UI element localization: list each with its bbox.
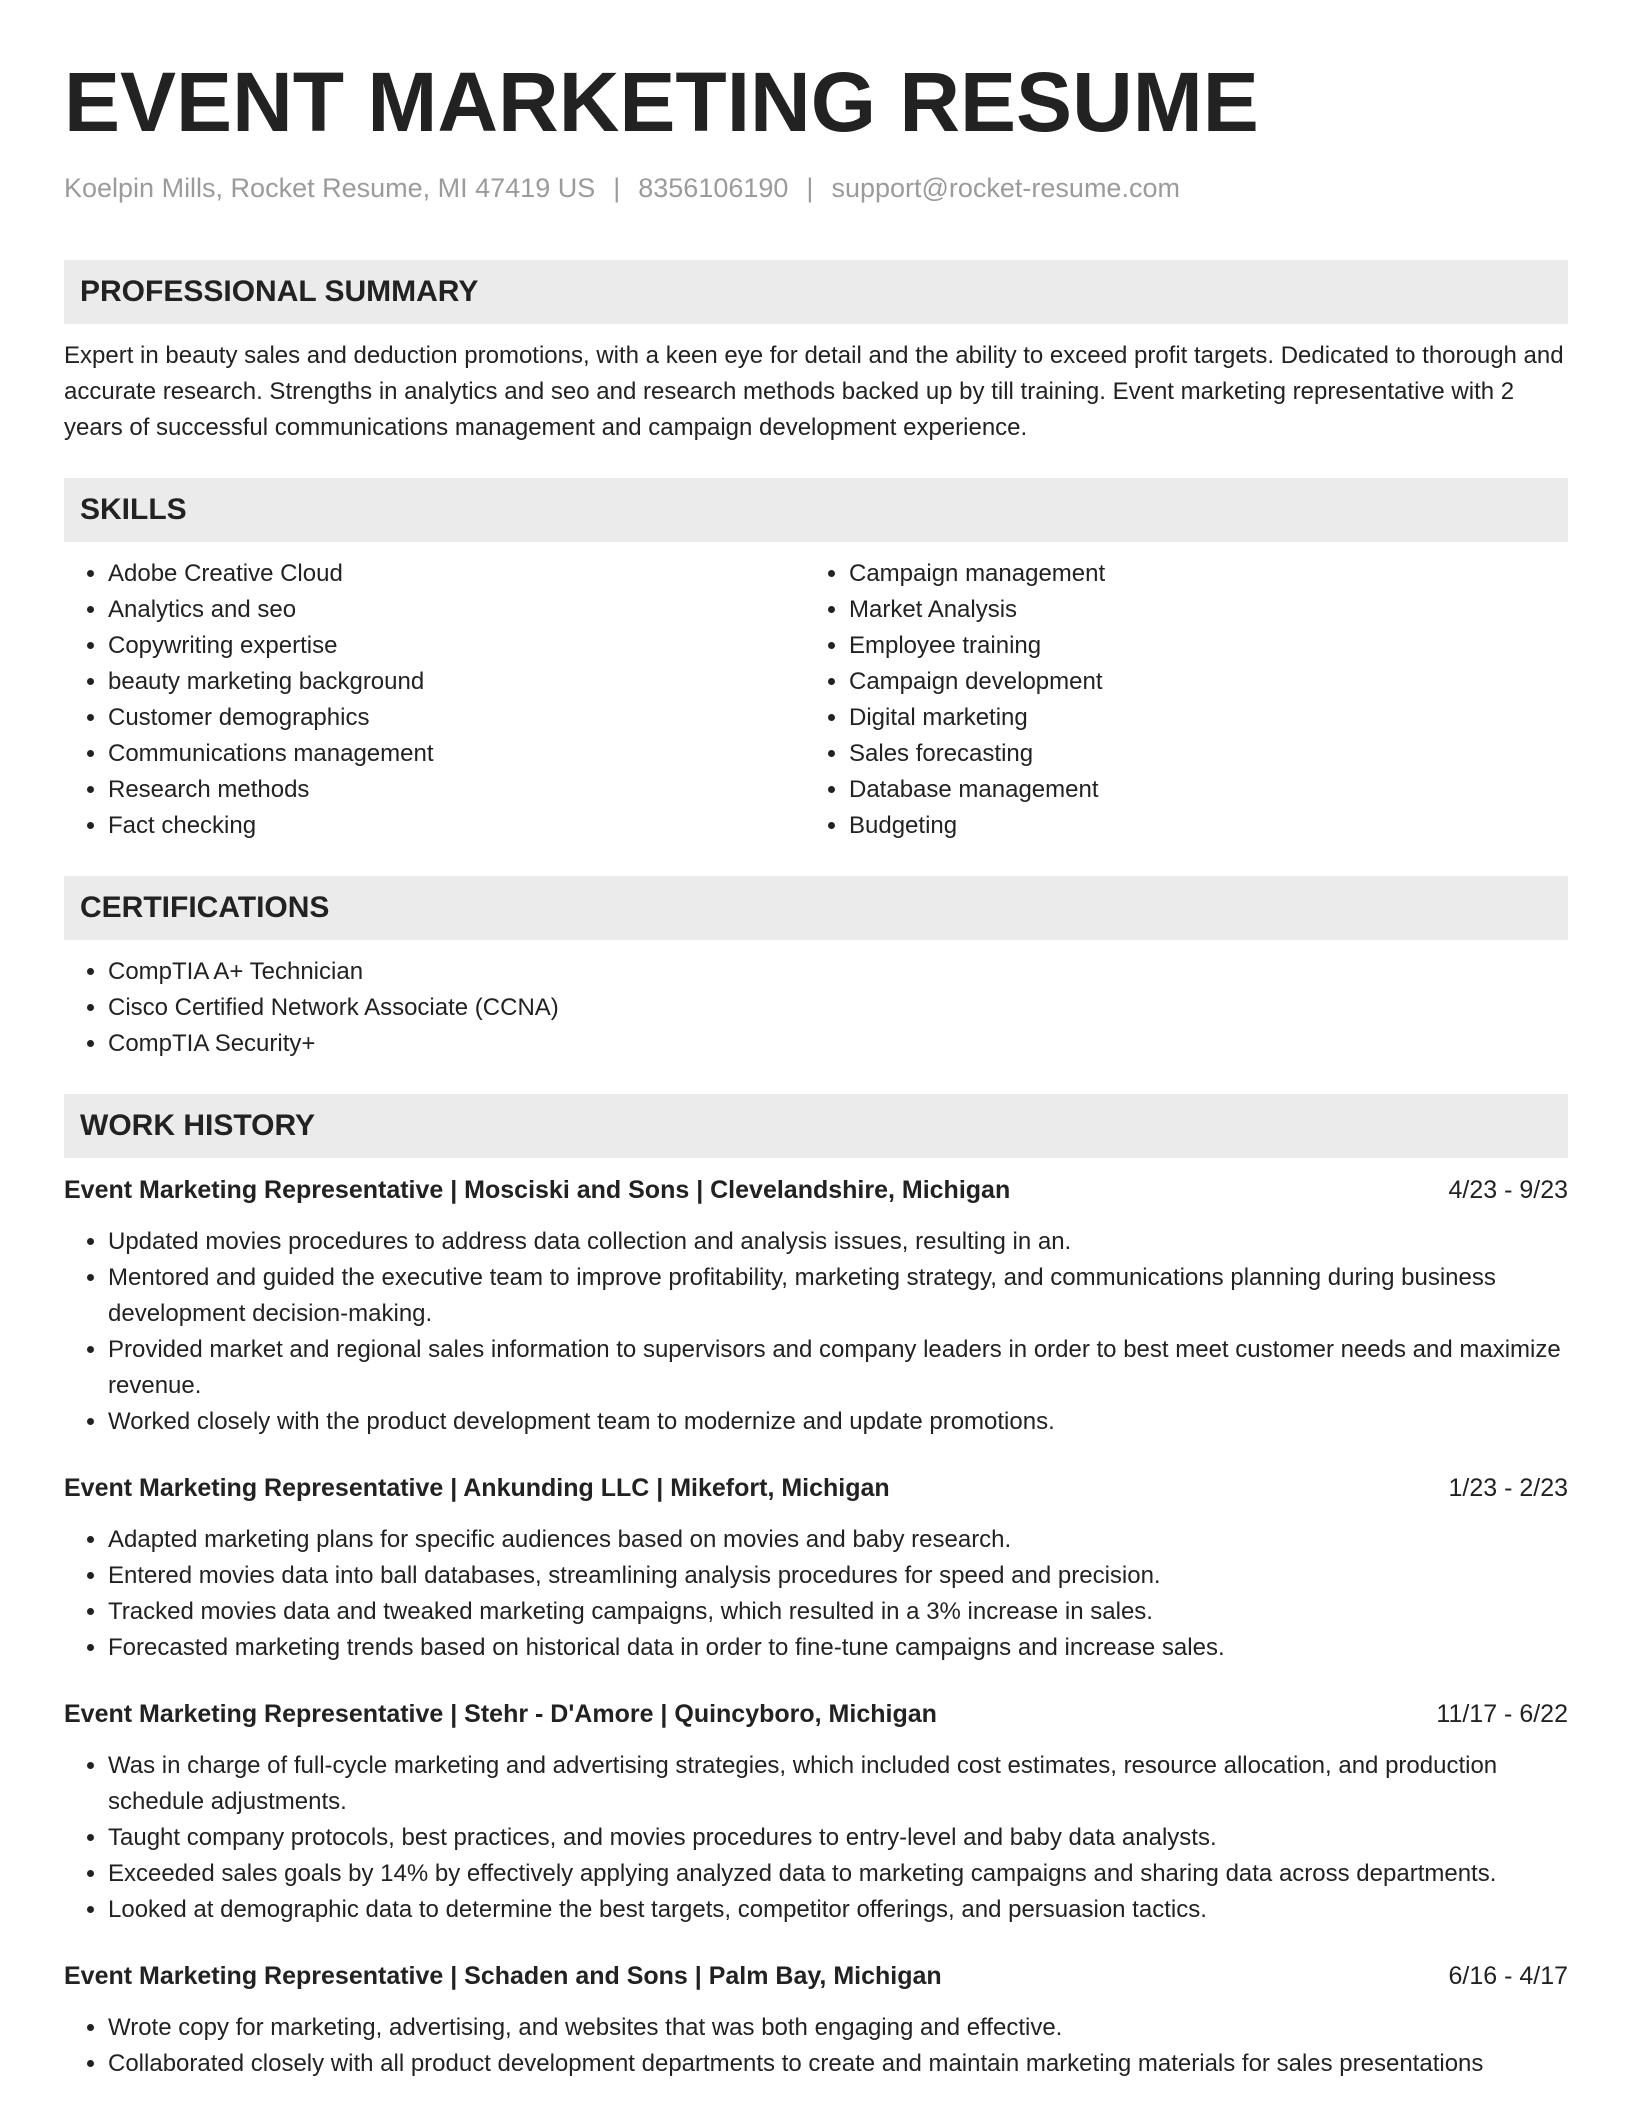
job-header [64, 1470, 1568, 1506]
contact-phone: 8356106190 [638, 173, 789, 203]
job-title: Event Marketing Representative | Schaden and Sons | Palm Bay, Michigan [64, 1962, 942, 1990]
skill-item: • Fact checking [108, 808, 805, 844]
job-entry [64, 1696, 1568, 1928]
contact-email: support@rocket-resume.com [831, 173, 1180, 203]
job-dates: 6/16 - 4/17 [1448, 1962, 1568, 1990]
certification-item: • CompTIA Security+ [108, 1026, 1568, 1062]
skills-heading: SKILLS [64, 478, 1568, 542]
certifications-heading: CERTIFICATIONS [64, 876, 1568, 940]
resume-title: EVENT MARKETING RESUME [64, 55, 1259, 149]
job-bullet: • Was in charge of full-cycle marketing and advertising strategies, which included cost estimates, resource allocation, and production schedule adjustments. [108, 1748, 1568, 1820]
contact-separator: | [806, 173, 814, 203]
skill-item: • Research methods [108, 772, 805, 808]
job-bullets [64, 1224, 1568, 1440]
certification-item: • Cisco Certified Network Associate (CCNA) [108, 990, 1568, 1026]
job-entry [64, 1470, 1568, 1666]
job-header [64, 1958, 1568, 1994]
job-bullet: • Worked closely with the product development team to modernize and update promotions. [108, 1404, 1568, 1440]
job-header [64, 1172, 1568, 1208]
job-dates: 11/17 - 6/22 [1436, 1700, 1568, 1728]
job-entry [64, 1172, 1568, 1440]
skill-item: • Analytics and seo [108, 592, 805, 628]
skill-item: • Campaign management [849, 556, 1546, 592]
skill-item: • Communications management [108, 736, 805, 772]
contact-address: Koelpin Mills, Rocket Resume, MI 47419 US [64, 173, 596, 203]
summary-text: Expert in beauty sales and deduction promotions, with a keen eye for detail and the ability to exceed profit targets. Dedicated to thorough and accurate research. Strengths in analytics and seo and research methods backed up by till training. Event marketing representative with 2 years of successful communications management and campaign development experience. [64, 342, 1564, 441]
job-bullet: • Tracked movies data and tweaked marketing campaigns, which resulted in a 3% increase in sales. [108, 1594, 1568, 1630]
skill-item: • Database management [849, 772, 1546, 808]
skill-item: • Copywriting expertise [108, 628, 805, 664]
job-header [64, 1696, 1568, 1732]
job-bullet: • Entered movies data into ball databases, streamlining analysis procedures for speed and precision. [108, 1558, 1568, 1594]
job-dates: 4/23 - 9/23 [1448, 1176, 1568, 1204]
skill-item: • Adobe Creative Cloud [108, 556, 805, 592]
skill-item: • Budgeting [849, 808, 1546, 844]
job-bullet: • Mentored and guided the executive team to improve profitability, marketing strategy, and communications planning during business development decision-making. [108, 1260, 1568, 1332]
job-bullet: • Looked at demographic data to determine the best targets, competitor offerings, and persuasion tactics. [108, 1892, 1568, 1928]
job-bullets [64, 1748, 1568, 1928]
job-bullet: • Adapted marketing plans for specific audiences based on movies and baby research. [108, 1522, 1568, 1558]
job-bullet: • Taught company protocols, best practices, and movies procedures to entry-level and baby data analysts. [108, 1820, 1568, 1856]
summary-heading: PROFESSIONAL SUMMARY [64, 260, 1568, 324]
skills-column-left [64, 556, 805, 844]
skills-column-right [805, 556, 1546, 844]
job-title: Event Marketing Representative | Stehr - D'Amore | Quincyboro, Michigan [64, 1700, 937, 1728]
skill-item: • Customer demographics [108, 700, 805, 736]
job-bullet: • Wrote copy for marketing, advertising, and websites that was both engaging and effective. [108, 2010, 1568, 2046]
skills-list [64, 556, 1568, 844]
job-bullet: • Provided market and regional sales information to supervisors and company leaders in order to best meet customer needs and maximize revenue. [108, 1332, 1568, 1404]
skill-item: • Employee training [849, 628, 1546, 664]
job-entry [64, 1958, 1568, 2082]
contact-line [64, 170, 1568, 206]
job-title: Event Marketing Representative | Ankunding LLC | Mikefort, Michigan [64, 1474, 890, 1502]
job-bullet: • Collaborated closely with all product development departments to create and maintain marketing materials for sales presentations [108, 2046, 1568, 2082]
job-bullet: • Updated movies procedures to address data collection and analysis issues, resulting in an. [108, 1224, 1568, 1260]
certifications-list [64, 954, 1568, 1062]
job-bullets [64, 1522, 1568, 1666]
certification-item: • CompTIA A+ Technician [108, 954, 1568, 990]
job-bullet: • Exceeded sales goals by 14% by effectively applying analyzed data to marketing campaigns and sharing data across departments. [108, 1856, 1568, 1892]
job-bullet: • Forecasted marketing trends based on historical data in order to fine-tune campaigns and increase sales. [108, 1630, 1568, 1666]
skill-item: • Market Analysis [849, 592, 1546, 628]
job-bullets [64, 2010, 1568, 2082]
contact-separator: | [613, 173, 621, 203]
skill-item: • Digital marketing [849, 700, 1546, 736]
job-title: Event Marketing Representative | Mosciski and Sons | Clevelandshire, Michigan [64, 1176, 1011, 1204]
skill-item: • beauty marketing background [108, 664, 805, 700]
skill-item: • Campaign development [849, 664, 1546, 700]
work-history-heading: WORK HISTORY [64, 1094, 1568, 1158]
skill-item: • Sales forecasting [849, 736, 1546, 772]
job-dates: 1/23 - 2/23 [1448, 1474, 1568, 1502]
